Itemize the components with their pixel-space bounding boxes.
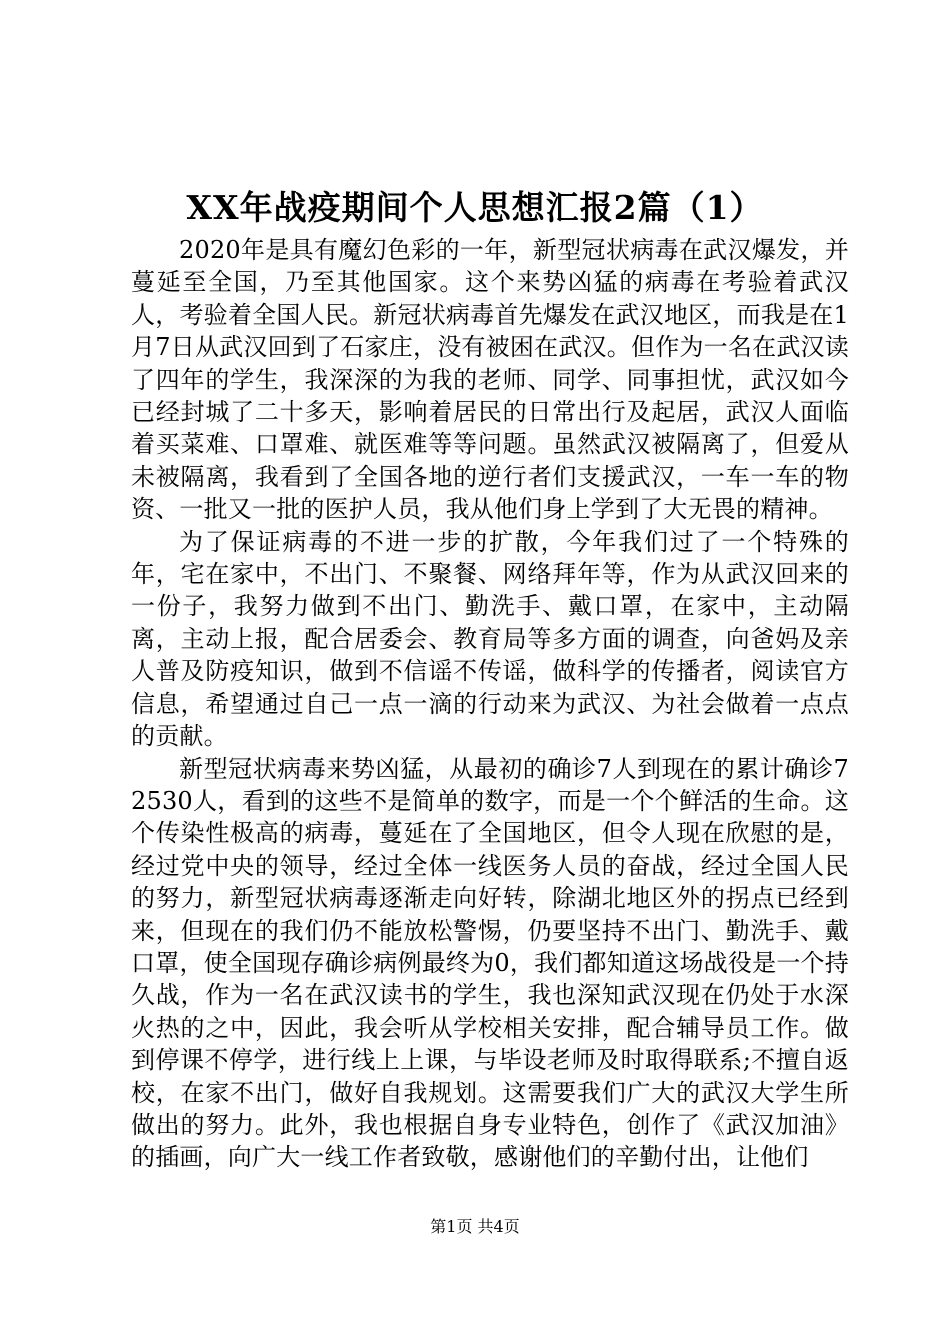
- paragraph-3: 新型冠状病毒来势凶猛，从最初的确诊7人到现在的累计确诊72530人，看到的这些不是简单的数字，而是一个个鲜活的生命。这个传染性极高的病毒，蔓延在了全国地区，但令人现在欣慰的是，经过党中央的领导，经过全体一线医务人员的奋战，经过全国人民的努力，新型冠状病毒逐渐走向好转，除湖北地区外的拐点已经到来，但现在的我们仍不能放松警惕，仍要坚持不出门、勤洗手、戴口罩，使全国现存确诊病例最终为0，我们都知道这场战役是一个持久战，作为一名在武汉读书的学生，我也深知武汉现在仍处于水深火热的之中，因此，我会听从学校相关安排，配合辅导员工作。做到停课不停学，进行线上上课，与毕设老师及时取得联系;不擅自返校，在家不出门，做好自我规划。这需要我们广大的武汉大学生所做出的努力。此外，我也根据自身专业特色，创作了《武汉加油》的插画，向广大一线工作者致敬，感谢他们的辛勤付出，让他们: [131, 754, 849, 1172]
- document-title: XX年战疫期间个人思想汇报2篇（1）: [186, 188, 764, 227]
- paragraph-2: 为了保证病毒的不进一步的扩散，今年我们过了一个特殊的年，宅在家中，不出门、不聚餐、网络拜年等，作为从武汉回来的一份子，我努力做到不出门、勤洗手、戴口罩，在家中，主动隔离，主动上报，配合居委会、教育局等多方面的调查，向爸妈及亲人普及防疫知识，做到不信谣不传谣，做科学的传播者，阅读官方信息，希望通过自己一点一滴的行动来为武汉、为社会做着一点点的贡献。: [131, 527, 849, 751]
- page-number-footer: 第1页 共4页: [430, 1217, 520, 1236]
- document-body: [131, 234, 849, 1174]
- paragraph-1: 2020年是具有魔幻色彩的一年，新型冠状病毒在武汉爆发，并蔓延至全国，乃至其他国家。这个来势凶猛的病毒在考验着武汉人，考验着全国人民。新冠状病毒首先爆发在武汉地区，而我是在1月7日从武汉回到了石家庄，没有被困在武汉。但作为一名在武汉读了四年的学生，我深深的为我的老师、同学、同事担忧，武汉如今已经封城了二十多天，影响着居民的日常出行及起居，武汉人面临着买菜难、口罩难、就医难等等问题。虽然武汉被隔离了，但爱从未被隔离，我看到了全国各地的逆行者们支援武汉，一车一车的物资、一批又一批的医护人员，我从他们身上学到了大无畏的精神。: [131, 236, 849, 524]
